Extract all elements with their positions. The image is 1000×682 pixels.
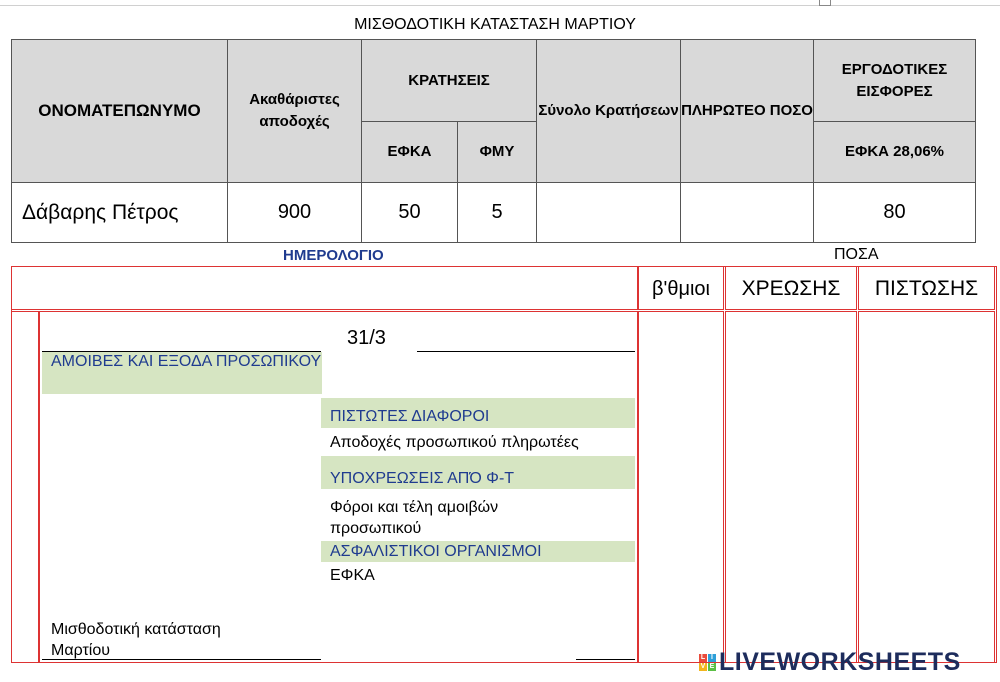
header-gross: Ακαθάριστες αποδοχές: [228, 40, 362, 183]
credit-subaccount-2: Φόροι και τέλη αμοιβών προσωπικού: [330, 499, 499, 537]
gross-value: 900: [228, 183, 362, 243]
header-name: ΟΝΟΜΑΤΕΠΩΝΥΜΟ: [12, 40, 228, 183]
credit-account-2: ΥΠΟΧΡΕΩΣΕΙΣ ΑΠΌ Φ-Τ: [321, 456, 635, 489]
amounts-label: ΠΟΣΑ: [834, 246, 879, 263]
header-fmy: ΦΜΥ: [458, 122, 537, 183]
liveworksheets-logo: [699, 648, 961, 677]
net-pay-input[interactable]: [681, 183, 814, 243]
entry-explanation: Μισθοδοτική κατάσταση Μαρτίου: [51, 621, 221, 659]
credit-subaccount-3: ΕΦΚΑ: [330, 567, 375, 584]
efka-value: 50: [362, 183, 458, 243]
payroll-table: [11, 39, 976, 243]
fmy-value: 5: [458, 183, 537, 243]
employee-name: Δάβαρης Πέτρος: [12, 183, 228, 243]
column-header-debit: ΧΡΕΩΣΗΣ: [725, 266, 857, 310]
explanation-line-right: [576, 659, 635, 660]
header-employer-efka: ΕΦΚΑ 28,06%: [814, 122, 976, 183]
credit-subaccount-1: Αποδοχές προσωπικού πληρωτέες: [330, 434, 579, 451]
total-deductions-input[interactable]: [537, 183, 681, 243]
document-title: ΜΙΣΘΟΔΟΤΙΚΗ ΚΑΤΑΣΤΑΣΗ ΜΑΡΤΙΟΥ: [354, 16, 636, 33]
header-deductions: ΚΡΑΤΗΣΕΙΣ: [362, 40, 537, 122]
column-header-accounts: β'θμιοι: [638, 266, 724, 310]
header-net-pay: ΠΛΗΡΩΤΕΟ ΠΟΣΟ: [681, 40, 814, 183]
header-total-deductions: Σύνολο Κρατήσεων: [537, 40, 681, 183]
accounts-column-cell[interactable]: [638, 311, 724, 663]
credit-column-cell[interactable]: [858, 311, 995, 663]
debit-account: ΑΜΟΙΒΕΣ ΚΑΙ ΕΞΟΔΑ ΠΡΟΣΩΠΙΚΟΥ: [42, 352, 322, 394]
liveworksheets-icon: L I V E: [700, 654, 715, 670]
explanation-line-left: [42, 659, 321, 660]
credit-account-3: ΑΣΦΑΛΙΣΤΙΚΟΙ ΟΡΓΑΝΙΣΜΟΙ: [321, 541, 635, 562]
header-employer-contributions: ΕΡΓΟΔΟΤΙΚΕΣ ΕΙΣΦΟΡΕΣ: [814, 40, 976, 122]
employer-efka-value: 80: [814, 183, 976, 243]
journal-article-column: [11, 311, 39, 663]
logo-text: LIVEWORKSHEETS: [719, 648, 961, 676]
journal-header-description: [11, 266, 638, 310]
debit-column-cell[interactable]: [725, 311, 857, 663]
journal-label: ΗΜΕΡΟΛΟΓΙΟ: [283, 247, 384, 264]
credit-account-1: ΠΙΣΤΩΤΕΣ ΔΙΑΦΟΡΟΙ: [321, 398, 635, 428]
top-rule: [0, 0, 1000, 6]
column-header-credit: ΠΙΣΤΩΣΗΣ: [858, 266, 995, 310]
entry-date: 31/3: [347, 327, 386, 349]
header-efka: ΕΦΚΑ: [362, 122, 458, 183]
date-line-right: [417, 351, 635, 352]
scroll-marker: [819, 0, 831, 6]
